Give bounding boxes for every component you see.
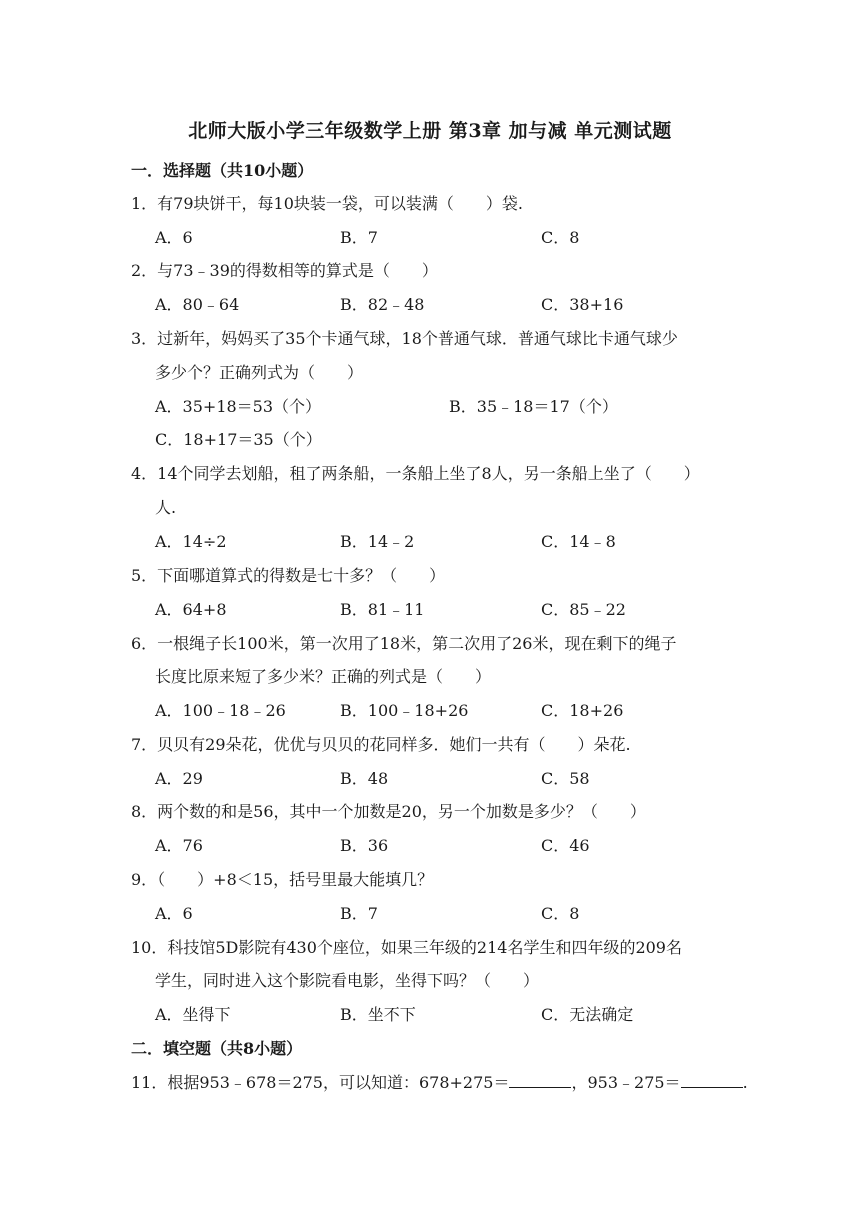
option-c: C．8 xyxy=(541,228,580,247)
option-a: A．坐得下 xyxy=(155,1005,231,1024)
question-9: 9．（ ）+8＜15，括号里最大能填几？ xyxy=(131,870,434,889)
section-heading-choice: 一．选择题（共10小题） xyxy=(131,161,314,180)
option-a: A．29 xyxy=(155,769,203,788)
question-11-part-1: 11．根据953﹣678＝275，可以知道：678+275＝ xyxy=(131,1073,510,1092)
question-2-options xyxy=(155,292,775,316)
question-3-options-row-2 xyxy=(155,427,775,451)
option-c: C．8 xyxy=(541,904,580,923)
answer-blank-2[interactable] xyxy=(681,1073,743,1088)
option-b: B．7 xyxy=(340,904,378,923)
option-c: C．18+17＝35（个） xyxy=(155,430,322,449)
option-c: C．46 xyxy=(541,836,590,855)
question-2: 2．与73﹣39的得数相等的算式是（ ） xyxy=(131,261,438,280)
option-b: B．7 xyxy=(340,228,378,247)
question-7: 7．贝贝有29朵花，优优与贝贝的花同样多．她们一共有（ ）朵花. xyxy=(131,735,631,754)
option-a: A．76 xyxy=(155,836,203,855)
question-4-line-2: 人. xyxy=(155,498,177,517)
option-a: A．35+18＝53（个） xyxy=(155,397,322,416)
option-a: A．100﹣18﹣26 xyxy=(155,701,286,720)
option-a: A．14÷2 xyxy=(155,532,227,551)
question-3-line-2: 多少个？正确列式为（ ） xyxy=(155,363,364,382)
question-6-line-2: 长度比原来短了多少米？正确的列式是（ ） xyxy=(155,667,492,686)
question-8: 8．两个数的和是56，其中一个加数是20，另一个加数是多少？（ ） xyxy=(131,802,646,821)
question-1-options xyxy=(155,225,775,249)
option-c: C．85﹣22 xyxy=(541,600,626,619)
question-5-options xyxy=(155,597,775,621)
option-c: C．38+16 xyxy=(541,295,624,314)
question-3-options xyxy=(155,394,775,418)
question-10-line-1: 10．科技馆5D影院有430个座位，如果三年级的214名学生和四年级的209名 xyxy=(131,938,682,957)
question-7-options xyxy=(155,766,775,790)
question-8-options xyxy=(155,833,775,857)
option-b: B．100﹣18+26 xyxy=(340,701,469,720)
question-10-line-2: 学生，同时进入这个影院看电影，坐得下吗？（ ） xyxy=(155,971,540,990)
option-b: B．81﹣11 xyxy=(340,600,425,619)
option-a: A．6 xyxy=(155,228,193,247)
option-a: A．80﹣64 xyxy=(155,295,240,314)
option-b: B．82﹣48 xyxy=(340,295,425,314)
question-4-line-1: 4．14个同学去划船，租了两条船，一条船上坐了8人，另一条船上坐了（ ） xyxy=(131,464,700,483)
option-a: A．6 xyxy=(155,904,193,923)
option-c: C．14﹣8 xyxy=(541,532,616,551)
question-6-options xyxy=(155,698,775,722)
option-b: B．48 xyxy=(340,769,389,788)
answer-blank-1[interactable] xyxy=(509,1073,571,1088)
question-5: 5．下面哪道算式的得数是七十多？（ ） xyxy=(131,566,446,585)
question-6-line-1: 6．一根绳子长100米，第一次用了18米，第二次用了26米，现在剩下的绳子 xyxy=(131,634,677,653)
question-1: 1．有79块饼干，每10块装一袋，可以装满（ ）袋. xyxy=(131,194,523,213)
option-c: C．58 xyxy=(541,769,590,788)
section-heading-fill-in: 二．填空题（共8小题） xyxy=(131,1039,303,1058)
question-11-part-3: . xyxy=(742,1073,748,1092)
question-11-part-2: ，953﹣275＝ xyxy=(571,1073,681,1092)
question-4-options xyxy=(155,529,775,553)
option-b: B．14﹣2 xyxy=(340,532,415,551)
question-9-options xyxy=(155,901,775,925)
option-b: B．36 xyxy=(340,836,389,855)
option-c: C．18+26 xyxy=(541,701,624,720)
question-10-options xyxy=(155,1002,775,1026)
option-c: C．无法确定 xyxy=(541,1005,634,1024)
option-a: A．64+8 xyxy=(155,600,227,619)
option-b: B．坐不下 xyxy=(340,1005,416,1024)
page-title: 北师大版小学三年级数学上册 第3章 加与减 单元测试题 xyxy=(188,120,672,142)
question-11 xyxy=(131,1070,748,1093)
question-3-line-1: 3．过新年，妈妈买了35个卡通气球，18个普通气球．普通气球比卡通气球少 xyxy=(131,329,678,348)
option-b: B．35﹣18＝17（个） xyxy=(449,397,618,416)
